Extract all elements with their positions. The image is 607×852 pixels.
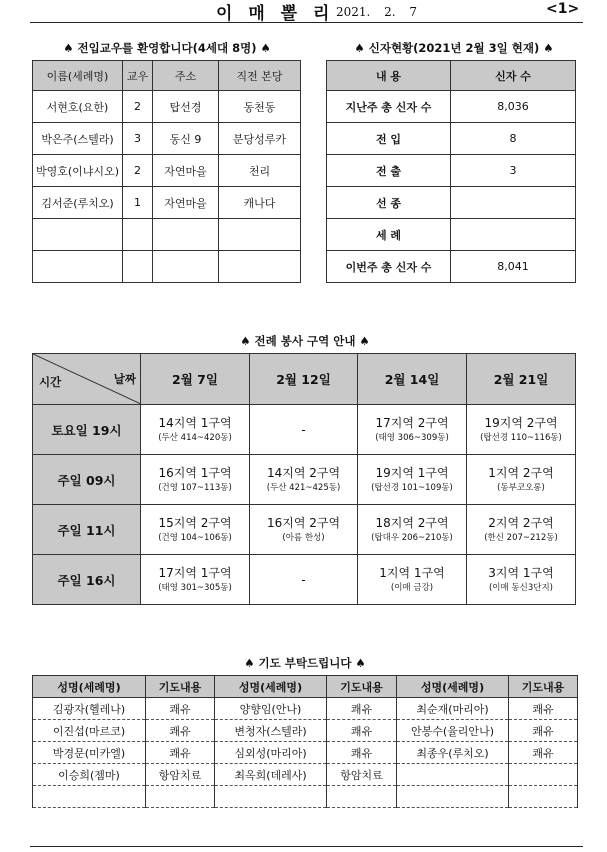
service-district-detail: (탑대우 206~210동)	[371, 532, 453, 543]
service-district: 19지역 1구역	[375, 465, 449, 480]
page-number: <1>	[546, 1, 580, 17]
service-district: 3지역 1구역	[488, 565, 554, 580]
welcome-name-cell	[33, 219, 123, 251]
welcome-address-cell: 자연마을	[153, 155, 219, 187]
status-item-label: 이번주 총 신자 수	[327, 251, 451, 283]
welcome-parish-cell: 분당성루카	[219, 123, 301, 155]
welcome-row	[33, 187, 301, 219]
prayer-col-content: 기도내용	[146, 676, 215, 698]
footer-divider	[30, 846, 583, 847]
service-district-detail: (한신 207~212동)	[484, 532, 558, 543]
bulletin-date: 2021. 2. 7	[336, 5, 418, 19]
welcome-address-cell	[153, 251, 219, 283]
service-cell	[358, 455, 467, 505]
status-item-value: 3	[451, 155, 576, 187]
welcome-parish-cell: 동천동	[219, 91, 301, 123]
status-item-label: 전 입	[327, 123, 451, 155]
service-row	[33, 405, 576, 455]
prayer-name-cell: 최순재(마리아)	[397, 698, 509, 720]
prayer-content-cell: 쾌유	[509, 742, 578, 764]
service-district-detail: (태영 301~305동)	[158, 582, 232, 593]
prayer-content-cell: 쾌유	[509, 720, 578, 742]
service-district: 16지역 2구역	[266, 515, 341, 530]
welcome-address-cell: 자연마을	[153, 187, 219, 219]
prayer-col-name: 성명(세례명)	[397, 676, 509, 698]
welcome-col-count: 교우	[123, 61, 153, 91]
service-district-detail: (이매 금강)	[390, 582, 434, 593]
service-cell	[467, 555, 576, 605]
prayer-row	[33, 742, 578, 764]
service-time-label: 주일 16시	[33, 555, 141, 605]
welcome-address-cell	[153, 219, 219, 251]
service-cell	[358, 405, 467, 455]
prayer-content-cell	[327, 786, 397, 808]
welcome-col-name: 이름(세례명)	[33, 61, 123, 91]
welcome-col-address: 주소	[153, 61, 219, 91]
status-row	[327, 219, 576, 251]
status-item-label: 지난주 총 신자 수	[327, 91, 451, 123]
prayer-content-cell: 항암치료	[146, 764, 215, 786]
service-district: 19지역 2구역	[484, 415, 558, 430]
prayer-content-cell: 쾌유	[146, 698, 215, 720]
service-time-label: 토요일 19시	[33, 405, 141, 455]
service-district: -	[301, 572, 306, 587]
service-district: 16지역 1구역	[158, 465, 232, 480]
prayer-table	[32, 675, 578, 808]
service-district: 14지역 1구역	[158, 415, 232, 430]
welcome-address-cell: 동신 9	[153, 123, 219, 155]
welcome-count-cell: 2	[123, 91, 153, 123]
service-row	[33, 455, 576, 505]
prayer-content-cell: 쾌유	[327, 720, 397, 742]
prayer-row	[33, 720, 578, 742]
welcome-row	[33, 91, 301, 123]
prayer-name-cell: 박경문(미카엘)	[33, 742, 146, 764]
status-item-label: 선 종	[327, 187, 451, 219]
service-district: 17지역 1구역	[158, 565, 232, 580]
prayer-name-cell: 심외성(마리아)	[215, 742, 327, 764]
welcome-table	[32, 60, 301, 283]
welcome-name-cell	[33, 251, 123, 283]
status-row	[327, 187, 576, 219]
welcome-parish-cell: 캐나다	[219, 187, 301, 219]
prayer-content-cell: 쾌유	[146, 742, 215, 764]
prayer-row	[33, 698, 578, 720]
service-district-detail: (이매 동신3단지)	[488, 582, 553, 593]
welcome-row	[33, 219, 301, 251]
service-time-label: 주일 09시	[33, 455, 141, 505]
prayer-content-cell	[509, 764, 578, 786]
service-district: 15지역 2구역	[158, 515, 232, 530]
service-cell	[141, 455, 250, 505]
prayer-name-cell: 안봉수(율리안나)	[397, 720, 509, 742]
service-district: 2지역 2구역	[488, 515, 554, 530]
prayer-name-cell: 최옥희(데레사)	[215, 764, 327, 786]
welcome-name-cell: 서현호(요한)	[33, 91, 123, 123]
service-date-col: 2월 7일	[141, 354, 250, 405]
prayer-row	[33, 764, 578, 786]
corner-date-label: 날짜	[113, 372, 136, 386]
welcome-parish-cell	[219, 251, 301, 283]
welcome-parish-cell: 천리	[219, 155, 301, 187]
prayer-name-cell	[397, 786, 509, 808]
service-cell	[250, 405, 358, 455]
welcome-count-cell	[123, 219, 153, 251]
prayer-name-cell: 김광자(헬레나)	[33, 698, 146, 720]
prayer-content-cell: 쾌유	[327, 742, 397, 764]
service-cell	[250, 505, 358, 555]
welcome-name-cell: 박영호(이냐시오)	[33, 155, 123, 187]
prayer-col-content: 기도내용	[327, 676, 397, 698]
prayer-name-cell	[397, 764, 509, 786]
status-item-value: 8	[451, 123, 576, 155]
service-cell	[358, 555, 467, 605]
service-district: 14지역 2구역	[266, 465, 341, 480]
status-row	[327, 251, 576, 283]
status-header-row	[327, 61, 576, 91]
prayer-name-cell: 변청자(스텔라)	[215, 720, 327, 742]
page-header	[30, 0, 585, 22]
service-date-col: 2월 12일	[250, 354, 358, 405]
service-cell	[467, 505, 576, 555]
service-table	[32, 353, 576, 605]
service-district: 1지역 1구역	[379, 565, 445, 580]
prayer-name-cell: 최종우(루치오)	[397, 742, 509, 764]
welcome-count-cell: 1	[123, 187, 153, 219]
status-item-value	[451, 187, 576, 219]
service-district-detail: (탑선경 110~116동)	[480, 432, 562, 443]
status-col-item: 내 용	[327, 61, 451, 91]
service-cell	[467, 455, 576, 505]
prayer-content-cell: 쾌유	[509, 698, 578, 720]
prayer-name-cell: 양향임(안나)	[215, 698, 327, 720]
prayer-content-cell: 쾌유	[327, 698, 397, 720]
welcome-row	[33, 251, 301, 283]
welcome-title: ♠ 전입교우를 환영합니다(4세대 8명) ♠	[63, 41, 271, 55]
service-cell	[358, 505, 467, 555]
prayer-name-cell	[33, 786, 146, 808]
welcome-count-cell	[123, 251, 153, 283]
welcome-count-cell: 2	[123, 155, 153, 187]
status-item-value: 8,036	[451, 91, 576, 123]
service-district: 1지역 2구역	[488, 465, 554, 480]
prayer-header-row	[33, 676, 578, 698]
prayer-row	[33, 786, 578, 808]
prayer-content-cell: 항암치료	[327, 764, 397, 786]
service-district-detail: (아름 한성)	[282, 532, 325, 543]
service-district-detail: (두산 414~420동)	[158, 432, 232, 443]
welcome-name-cell: 박은주(스텔라)	[33, 123, 123, 155]
service-date-col: 2월 21일	[467, 354, 576, 405]
prayer-name-cell: 이진섭(마르코)	[33, 720, 146, 742]
service-cell	[467, 405, 576, 455]
service-cell	[250, 555, 358, 605]
status-col-count: 신자 수	[451, 61, 576, 91]
service-cell	[250, 455, 358, 505]
prayer-content-cell	[146, 786, 215, 808]
service-district-detail: (탑선경 101~109동)	[371, 482, 453, 493]
service-time-label: 주일 11시	[33, 505, 141, 555]
prayer-col-name: 성명(세례명)	[33, 676, 146, 698]
welcome-row	[33, 123, 301, 155]
service-title: ♠ 전례 봉사 구역 안내 ♠	[240, 334, 370, 348]
welcome-address-cell: 탑선경	[153, 91, 219, 123]
service-cell	[141, 505, 250, 555]
welcome-parish-cell	[219, 219, 301, 251]
service-date-col: 2월 14일	[358, 354, 467, 405]
service-corner-cell	[33, 354, 141, 405]
status-item-value: 8,041	[451, 251, 576, 283]
prayer-name-cell	[215, 786, 327, 808]
prayer-col-name: 성명(세례명)	[215, 676, 327, 698]
status-item-value	[451, 219, 576, 251]
welcome-row	[33, 155, 301, 187]
service-row	[33, 505, 576, 555]
service-cell	[141, 405, 250, 455]
bulletin-title: 이 매 뽈 리	[216, 4, 335, 24]
welcome-count-cell: 3	[123, 123, 153, 155]
corner-time-label: 시간	[39, 375, 62, 389]
service-district-detail: (건영 107~113동)	[158, 482, 232, 493]
prayer-name-cell: 이승희(젬마)	[33, 764, 146, 786]
service-district: -	[301, 422, 306, 437]
header-divider	[30, 22, 583, 23]
status-row	[327, 155, 576, 187]
status-row	[327, 91, 576, 123]
service-district-detail: (두산 421~425동)	[266, 482, 341, 493]
service-district-detail: (건영 104~106동)	[158, 532, 232, 543]
status-table	[326, 60, 576, 283]
status-row	[327, 123, 576, 155]
service-district-detail: (동부코오롱)	[497, 482, 545, 493]
service-header-row	[33, 354, 576, 405]
prayer-title: ♠ 기도 부탁드립니다 ♠	[244, 656, 366, 670]
prayer-content-cell	[509, 786, 578, 808]
service-cell	[141, 555, 250, 605]
status-item-label: 세 례	[327, 219, 451, 251]
service-row	[33, 555, 576, 605]
welcome-name-cell: 김서준(루치오)	[33, 187, 123, 219]
welcome-col-parish: 직전 본당	[219, 61, 301, 91]
service-district: 17지역 2구역	[375, 415, 449, 430]
status-item-label: 전 출	[327, 155, 451, 187]
prayer-content-cell: 쾌유	[146, 720, 215, 742]
prayer-col-content: 기도내용	[509, 676, 578, 698]
status-title: ♠ 신자현황(2021년 2월 3일 현재) ♠	[354, 41, 554, 55]
welcome-header-row	[33, 61, 301, 91]
service-district: 18지역 2구역	[375, 515, 449, 530]
service-district-detail: (태영 306~309동)	[375, 432, 449, 443]
